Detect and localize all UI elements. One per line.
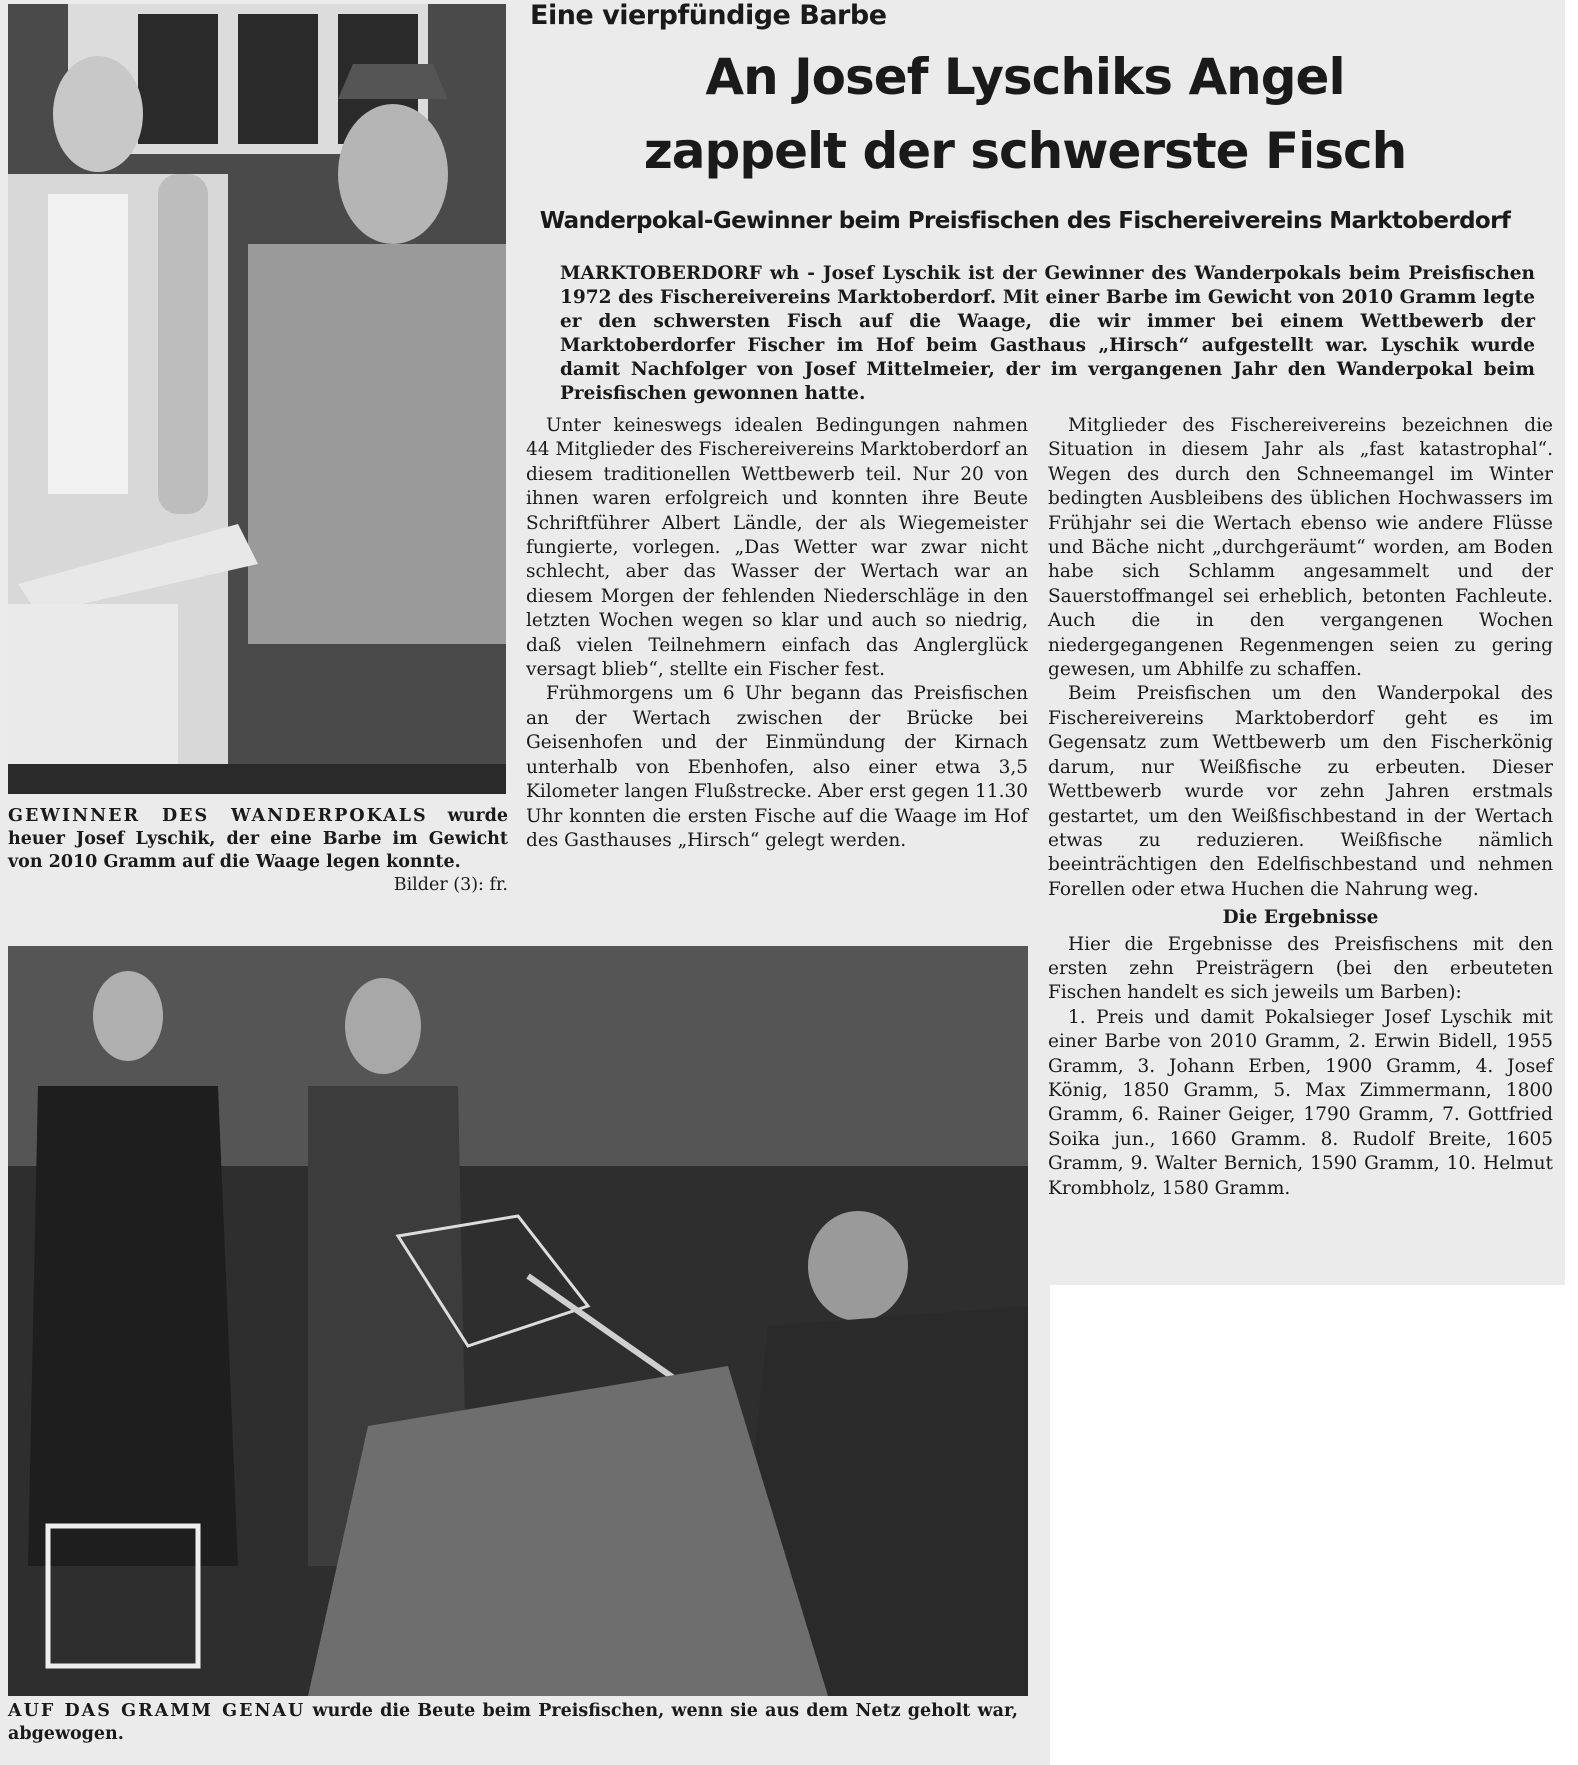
body-paragraph: Beim Preisfischen um den Wanderpokal des Fischereivereins Marktoberdorf geht es im Gegensatz zum Wettbewerb um den Fischerkönig darum, nur Weißfische zu erbeuten. Dieser Wettbewerb wurde vor zehn Jahren erstmals gestartet, um den Weißfischbestand in der Wertach etwas zu reduzieren. Weißfische nämlich beeinträchtigen den Edelfischbestand und nehmen Forellen oder etwa Huchen die Nahrung weg. — [1048, 683, 1553, 900]
results-list: 1. Preis und damit Pokalsieger Josef Lyschik mit einer Barbe von 2010 Gramm, 2. Erwin Bidell, 1955 Gramm, 3. Johann Erben, 1900 Gramm, 4. Josef König, 1850 Gramm, 5. Max Zimmermann, 1800 Gramm, 6. Rainer Geiger, 1790 Gramm, 7. Gottfried Soika jun., 1660 Gramm. 8. Rudolf Breite, 1605 Gramm, 9. Walter Bernich, 1590 Gramm, 10. Helmut Krombholz, 1580 Gramm. — [1048, 1006, 1553, 1199]
photo1-caption-lead: GEWINNER DES WANDERPOKALS — [8, 806, 428, 826]
results-intro: Hier die Ergebnisse des Preisfischens mit den ersten zehn Preisträgern (bei den erbeuteten Fischen handelt es sich jeweils um Barben): — [1048, 933, 1553, 1004]
headline-line-2: zappelt der schwerste Fisch — [643, 122, 1407, 180]
headline — [520, 40, 1530, 188]
photo2-caption — [8, 1700, 1018, 1746]
photo2-caption-lead: AUF DAS GRAMM GENAU — [8, 1701, 306, 1721]
photo1-caption-text: wurde heuer Josef Lyschik, der eine Barbe im Gewicht von 2010 Gramm auf die Waage legen konnte. — [8, 806, 508, 872]
body-paragraph: Frühmorgens um 6 Uhr begann das Preisfischen an der Wertach zwischen der Brücke bei Geisenhofen und der Einmündung der Kirnach unterhalb von Ebenhofen, also einer etwa 3,5 Kilometer langen Flußstrecke. Aber erst gegen 11.30 Uhr konnten die ersten Fische auf die Waage im Hof des Gasthauses „Hirsch“ gelegt werden. — [526, 683, 1028, 851]
results-heading: Die Ergebnisse — [1222, 907, 1379, 929]
article-column-1 — [526, 414, 1028, 853]
photo2-caption-text: wurde die Beute beim Preisfischen, wenn sie aus dem Netz geholt war, abgewogen. — [8, 1701, 1018, 1744]
photo-winner-with-scale — [8, 4, 506, 794]
kicker: Eine vierpfündige Barbe — [530, 0, 887, 31]
lead-paragraph: MARKTOBERDORF wh - Josef Lyschik ist der Gewinner des Wanderpokals beim Preisfischen 1972 des Fischereivereins Marktoberdorf. Mit einer Barbe im Gewicht von 2010 Gramm legte er den schwersten Fisch auf die Waage, die wir immer bei einem Wettbewerb der Marktoberdorfer Fischer im Hof beim Gasthaus „Hirsch“ aufgestellt war. Lyschik wurde damit Nachfolger von Josef Mittelmeier, der im vergangenen Jahr den Wanderpokal beim Preisfischen gewonnen hatte. — [560, 263, 1535, 404]
body-paragraph: Mitglieder des Fischereivereins bezeichnen die Situation in diesem Jahr als „fast katastrophal“. Wegen des durch den Schneemangel im Winter bedingten Ausbleibens des üblichen Hochwassers im Frühjahr sei die Wertach ebenso wie andere Flüsse und Bäche nicht „durchgeräumt“ worden, am Boden habe sich Schlamm angesammelt und der Sauerstoffmangel sei erheblich, betonten Fachleute. Auch die in den vergangenen Wochen niedergegangenen Regenmengen seien zu gering gewesen, um Abhilfe zu schaffen. — [1048, 415, 1553, 681]
article-column-2 — [1048, 414, 1553, 1201]
photo-anglers-with-net — [8, 946, 1028, 1696]
body-paragraph: Unter keineswegs idealen Bedingungen nahmen 44 Mitglieder des Fischereivereins Marktoberdorf an diesem traditionellen Wettbewerb teil. Nur 20 von ihnen waren erfolgreich und konnten ihre Beute Schriftführer Albert Ländle, der als Wiegemeister fungierte, vorlegen. „Das Wetter war zwar nicht schlecht, aber das Wasser der Wertach war an diesem Morgen der fehlenden Niederschläge in den letzten Wochen wegen so klar und auch so niedrig, daß vielen Teilnehmern einfach das Anglerglück versagt blieb“, stellte ein Fischer fest. — [526, 415, 1028, 681]
photo1-caption — [8, 805, 508, 897]
subheadline: Wanderpokal-Gewinner beim Preisfischen des Fischereivereins Marktoberdorf — [539, 208, 1511, 234]
photo-credit: Bilder (3): fr. — [393, 875, 508, 895]
headline-line-1: An Josef Lyschiks Angel — [705, 48, 1345, 106]
